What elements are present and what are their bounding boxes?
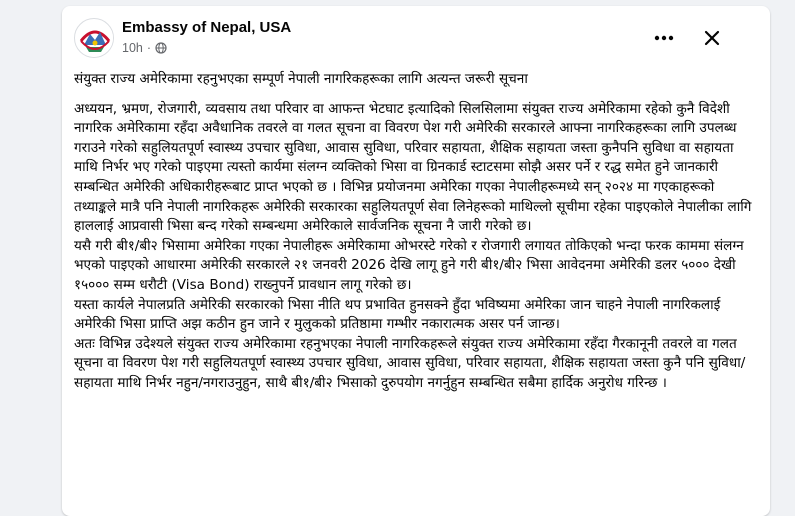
post-paragraph: अध्ययन, भ्रमण, रोजगारी, व्यवसाय तथा परिवार वा आफन्त भेटघाट इत्यादिको सिलसिलामा संयुक्त राज्य अमेरिकामा रहेको कुनै विदेशी नागरिक अमेरिकामा रहँदा अवैधानिक तवरले वा गलत सूचना वा विवरण पेश गरी अमेरिकी सरकारले आफ्ना नागरिकहरूका लागि उपलब्ध गराउने गरेको सहुलियतपूर्ण स्वास्थ्य उपचार सुविधा, आवास सुविधा, परिवार सहायता, शैक्षिक सहायता जस्ता कुनैपनि सुविधा वा सहायता माथि निर्भर भए गरेको पाइएमा त्यस्तो कार्यमा संलग्न व्यक्तिको भिसा वा ग्रिनकार्ड स्टाटसमा सोझै असर पर्ने र रद्ध समेत हुने जानकारी सम्बन्धित अमेरिकी अधिकारीहरूबाट प्राप्त भएको छ । विभिन्न प्रयोजनमा अमेरिका गएका नेपालीहरूमध्ये सन् २०२४ मा गएकाहरूको तथ्याङ्कले मात्रै पनि नेपाली नागरिकहरू अमेरिकी सरकारका सहुलियतपूर्ण सेवा लिनेहरूको माथिल्लो सूचीमा रहेका पाइएकोले नेपालीका लागि हाललाई आप्रवासी भिसा बन्द गरेको सम्बन्धमा अमेरिकाले सार्वजनिक सूचना नै जारी गरेको छ।: [74, 100, 752, 235]
page-name[interactable]: Embassy of Nepal, USA: [122, 19, 292, 36]
globe-icon[interactable]: [155, 42, 167, 54]
post-title: संयुक्त राज्य अमेरिकामा रहनुभएका सम्पूर्ण नेपाली नागरिकहरूका लागि अत्यन्त जरूरी सूचना: [74, 71, 528, 87]
post-body: [74, 70, 754, 394]
post-header: [62, 6, 770, 62]
post-paragraph: यस्ता कार्यले नेपालप्रति अमेरिकी सरकारको भिसा नीति थप प्रभावित हुनसक्ने हुँदा भविष्यमा अमेरिका जान चाहने नेपाली नागरिकलाई अमेरिकी भिसा प्राप्ति अझ कठीन हुन जाने र मुलुकको प्रतिष्ठामा गम्भीर नकारात्मक असर पर्न जान्छ।: [74, 296, 721, 333]
post-card: [62, 6, 770, 516]
post-paragraph: यसै गरी बी१/बी२ भिसामा अमेरिका गएका नेपालीहरू अमेरिकामा ओभरस्टे गरेको र रोजगारी लगायत तोकिएको भन्दा फरक काममा संलग्न भएको पाइएको आधारमा अमेरिकी सरकारले २१ जनवरी 2026 देखि लागू हुने गरी बी१/बी२ भिसा आवेदनमा अमेरिकी डलर ५००० देखी १५००० सम्म धरौटी (Visa Bond) राख्नुपर्ने प्रावधान लागू गरेको छ।: [74, 237, 744, 293]
post-meta: [122, 41, 167, 55]
close-icon[interactable]: [698, 24, 726, 52]
more-options-icon[interactable]: [646, 26, 682, 50]
nepal-emblem-icon: [75, 19, 114, 58]
page-avatar[interactable]: [74, 18, 114, 58]
meta-separator: ·: [146, 41, 152, 55]
post-paragraph: अतः विभिन्न उदेश्यले संयुक्त राज्य अमेरिकामा रहनुभएका नेपाली नागरिकहरूले संयुक्त राज्य अमेरिकामा रहँदा गैरकानूनी तवरले वा गलत सूचना वा विवरण पेश गरी सहुलियतपूर्ण स्वास्थ्य उपचार सुविधा, आवास सुविधा, परिवार सहायता, शैक्षिक सहायता जस्ता कुनै पनि सुविधा/सहायता माथि निर्भर नहुन/नगराउनुहुन, साथै बी१/बी२ भिसाको दुरुपयोग नगर्नुहुन सम्बन्धित सबैमा हार्दिक अनुरोध गरिन्छ ।: [74, 335, 746, 391]
post-time[interactable]: 10h: [122, 41, 143, 55]
